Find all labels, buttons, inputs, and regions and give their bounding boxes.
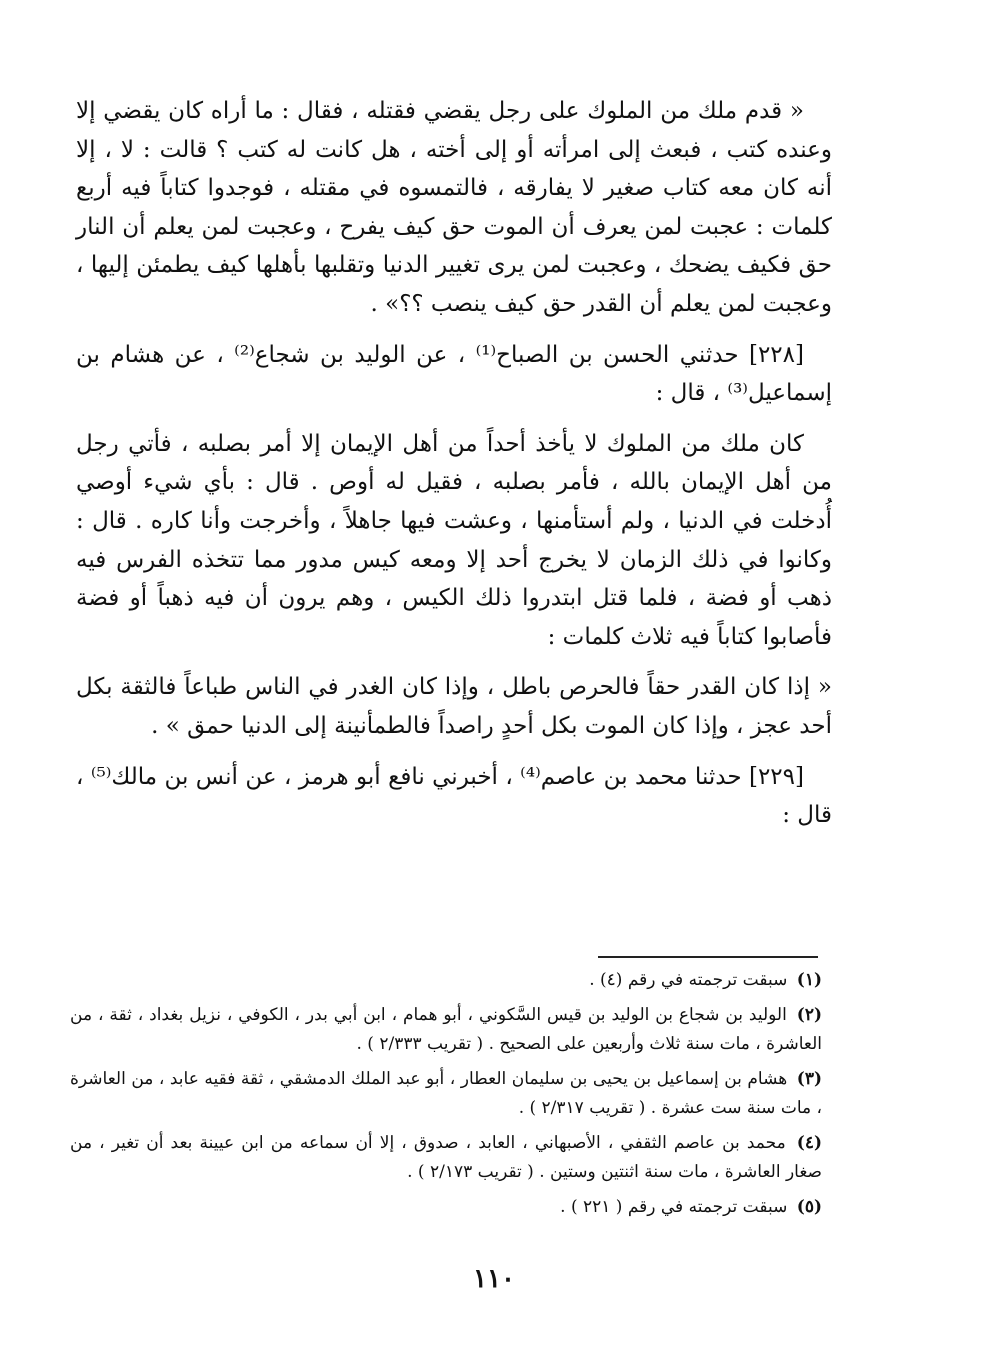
page-number: ١١٠ <box>473 1264 515 1294</box>
footnote-number: (٥) <box>796 1197 822 1217</box>
footnote-number: (٢) <box>796 1005 822 1025</box>
footnote-number: (٤) <box>796 1133 823 1153</box>
paragraph-story-1: « قدم ملك من الملوك على رجل يقضي فقتله ، فقال : ما أراه كان يقضي إلا وعنده كتب ، فبعث إلى امرأته أو إلى أخته ، هل كانت له كتب ؟ قالت : لا ، إلا أنه كان معه كتاب صغير لا يفارقه ، فالتمسوه في مقتله ، فوجدوا كتاباً فيه أربع كلمات : عجبت لمن يعرف أن الموت حق كيف يفرح ، وعجبت لمن يعلم أن النار حق فكيف يضحك ، وعجبت لمن يرى تغيير الدنيا وتقلبها بأهلها كيف يطمئن إليها ، وعجبت لمن يعلم أن القدر حق كيف ينصب ؟؟» . <box>76 98 832 317</box>
footnote-2 <box>70 1001 822 1059</box>
footnote-3 <box>70 1065 822 1123</box>
footnote-text: الوليد بن شجاع بن الوليد بن قيس السَّكوني ، أبو همام ، ابن أبي بدر ، الكوفي ، نزيل بغداد ، ثقة ، من العاشرة ، مات سنة ثلاث وأربعين على الصحيح . ( تقريب ٢/٣٣٣ ) . <box>70 1005 822 1054</box>
footnote-1 <box>70 966 822 995</box>
paragraph-isnad-229: [٢٢٩] حدثنا محمد بن عاصم⁽⁴⁾ ، أخبرني نافع أبو هرمز ، عن أنس بن مالك⁽⁵⁾ ، قال : <box>76 763 832 829</box>
footnote-number: (١) <box>796 970 822 990</box>
main-text <box>76 92 832 847</box>
footnote-5 <box>70 1193 822 1222</box>
footnote-divider <box>598 956 818 958</box>
paragraph-quote: « إذا كان القدر حقاً فالحرص باطل ، وإذا كان الغدر في الناس طباعاً فالثقة بكل أحد عجز ، وإذا كان الموت بكل أحدٍ راصداً فالطمأنينة إلى الدنيا حمق » . <box>76 674 832 739</box>
footnote-text: محمد بن عاصم الثقفي ، الأصبهاني ، العابد ، صدوق ، إلا أن سماعه من ابن عيينة بعد أن تغير ، من صغار العاشرة ، مات سنة اثنتين وستين . ( تقريب ٢/١٧٣ ) . <box>70 1133 822 1182</box>
footnote-text: سبقت ترجمته في رقم ( ٢٢١ ) . <box>560 1197 788 1217</box>
paragraph-story-2: كان ملك من الملوك لا يأخذ أحداً من أهل الإيمان إلا أمر بصلبه ، فأتي رجل من أهل الإيمان بالله ، فأمر بصلبه ، فقيل له أوص . قال : بأي شيء أوصي أُدخلت في الدنيا ، ولم أستأمنها ، وعشت فيها جاهلاً ، وأخرجت وأنا كاره . قال : وكانوا في ذلك الزمان لا يخرج أحد إلا ومعه كيس مدور مما تتخذه الفرس فيه ذهب أو فضة ، فلما قتل ابتدروا ذلك الكيس ، وهم يرون أن فيه ذهباً أو فضة فأصابوا كتاباً فيه ثلاث كلمات : <box>76 430 832 650</box>
footnote-number: (٣) <box>796 1069 822 1089</box>
footnote-text: هشام بن إسماعيل بن يحيى بن سليمان العطار ، أبو عبد الملك الدمشقي ، ثقة فقيه عابد ، من العاشرة ، مات سنة ست عشرة . ( تقريب ٢/٣١٧ ) . <box>70 1069 822 1118</box>
footnotes <box>70 966 822 1228</box>
footnote-4 <box>70 1129 822 1187</box>
footnote-text: سبقت ترجمته في رقم (٤) . <box>589 970 788 990</box>
paragraph-isnad-228: [٢٢٨] حدثني الحسن بن الصباح⁽¹⁾ ، عن الوليد بن شجاع⁽²⁾ ، عن هشام بن إسماعيل⁽³⁾ ، قال : <box>76 341 832 407</box>
